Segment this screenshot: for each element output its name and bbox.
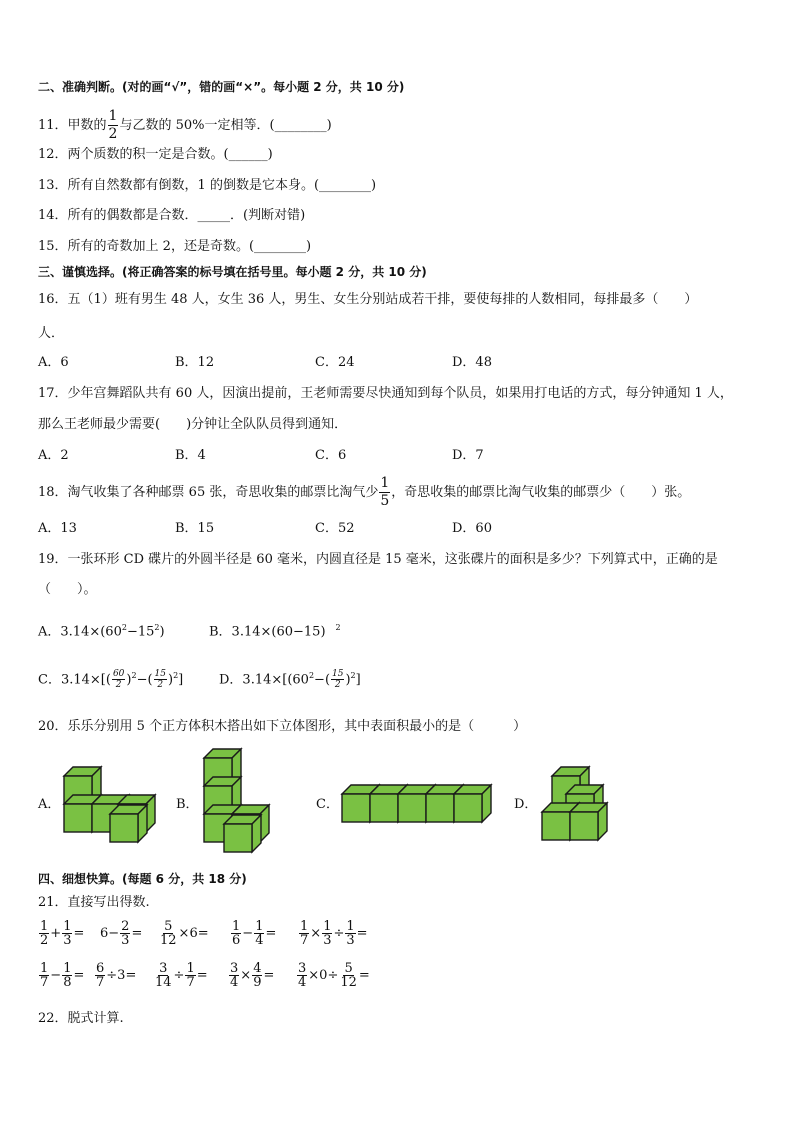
q17-option-d: D．7 (452, 448, 484, 463)
q16-option-a: A．6 (38, 355, 69, 370)
question-17-line2: 那么王老师最少需要( )分钟让全队队员得到通知． (38, 417, 348, 432)
q19-option-c (38, 667, 183, 690)
frac-den: 6 (232, 933, 241, 948)
q18-fraction (379, 475, 390, 510)
equals: = (196, 968, 208, 983)
q20-label-c: C． (316, 797, 339, 812)
frac-den: 4 (298, 975, 307, 990)
frac-num: 1 (40, 961, 49, 976)
question-16-line1: 16．五（1）班有男生 48 人，女生 36 人，男生、女生分别站成若干排，要使每排的人数相同，每排最多（ ） (38, 292, 698, 307)
q16-option-d: D．48 (452, 355, 492, 370)
q19-c-frac1 (112, 669, 125, 690)
q17-option-c: C．6 (315, 448, 347, 463)
q19-b-exp: 2 (335, 623, 341, 632)
section-2-heading: 二、准确判断。(对的画“√”，错的画“×”。每小题 2 分，共 10 分) (38, 80, 405, 94)
q19-d-frac (331, 669, 344, 690)
q19-option-d (219, 667, 361, 690)
q17-option-a: A．2 (38, 448, 69, 463)
frac-den: 3 (63, 933, 72, 948)
frac-num: 4 (253, 961, 262, 976)
cube (570, 803, 607, 840)
q19-c-f1d: 2 (115, 680, 122, 691)
question-19-line2: （ ）。 (38, 582, 97, 597)
frac-num: 1 (40, 919, 49, 934)
q19-d-text: D．3.14×[(60 (219, 672, 309, 688)
q20-label-b: B． (176, 797, 199, 812)
q21-r2-a (38, 962, 84, 989)
operator: ÷ (173, 968, 185, 983)
frac-num: 1 (346, 919, 355, 934)
equals: = (358, 968, 370, 983)
frac-den: 8 (63, 975, 72, 990)
frac-num: 1 (63, 919, 72, 934)
q19-option-b (209, 619, 341, 641)
q16-option-c: C．24 (315, 355, 355, 370)
equals: = (356, 926, 368, 941)
question-13: 13．所有自然数都有倒数，1 的倒数是它本身。(________) (38, 178, 377, 193)
frac-den: 4 (255, 933, 264, 948)
section-4-heading: 四、细想快算。(每题 6 分，共 18 分) (38, 872, 247, 886)
q19-b-text: B．3.14×(60−15) (209, 624, 326, 640)
equals: = (73, 968, 85, 983)
q19-c-frac2 (154, 669, 167, 690)
frac-den: 9 (253, 975, 262, 990)
frac-den: 12 (340, 975, 357, 990)
q20-figure-b (198, 746, 278, 864)
cube (454, 785, 491, 822)
q19-d-exp1: 2 (308, 671, 315, 680)
question-11 (38, 108, 332, 143)
frac-den: 3 (346, 933, 355, 948)
frac-den: 4 (230, 975, 239, 990)
q19-c-f2n: 15 (154, 669, 166, 680)
question-16-line2: 人． (38, 326, 65, 341)
equals: = (265, 926, 277, 941)
cube (110, 805, 147, 842)
q20-label-d: D． (514, 797, 538, 812)
q11-text-pre: 11．甲数的 (38, 118, 107, 133)
frac-num: 5 (344, 961, 353, 976)
question-18 (38, 475, 690, 510)
q11-text-post: 与乙数的 50%一定相等．(________) (119, 118, 332, 133)
q21-r1-b (100, 920, 142, 947)
frac-num: 1 (323, 919, 332, 934)
q19-option-a (38, 619, 165, 641)
question-22: 22．脱式计算. (38, 1011, 124, 1026)
operator: × (240, 968, 252, 983)
frac-num: 1 (63, 961, 72, 976)
equals: = (131, 926, 143, 941)
q18-option-a: A．13 (38, 521, 77, 536)
frac-den: 2 (40, 933, 49, 948)
question-14: 14．所有的偶数都是合数．_____．(判断对错) (38, 208, 306, 223)
operator: ×6= (178, 926, 209, 941)
frac-num: 3 (230, 961, 239, 976)
q19-a-text: A．3.14×(60 (38, 624, 122, 640)
q21-r1-e (298, 920, 368, 947)
frac-num: 3 (159, 961, 168, 976)
operator: ÷3= (106, 968, 137, 983)
frac-num: 6 (96, 961, 105, 976)
q18-text-post: ，奇思收集的邮票比淘气收集的邮票少（ ）张。 (391, 485, 691, 500)
frac-den: 7 (300, 933, 309, 948)
q18-text-pre: 18．淘气收集了各种邮票 65 张，奇思收集的邮票比淘气少 (38, 485, 379, 500)
operator: ×0÷ (308, 968, 339, 983)
frac-num: 1 (255, 919, 264, 934)
equals: = (263, 968, 275, 983)
question-21-title: 21．直接写出得数. (38, 895, 150, 910)
frac-den: 7 (96, 975, 105, 990)
q19-c-f1n: 60 (112, 669, 125, 680)
q19-a-exp1: 2 (121, 623, 127, 632)
q19-d-text2: −( (314, 672, 331, 688)
q20-figure-a (60, 762, 165, 844)
q18-frac-den: 5 (380, 493, 390, 509)
question-20: 20．乐乐分别用 5 个正方体积木搭出如下立体图形，其中表面积最小的是（ ） (38, 719, 527, 734)
q19-c-text2: ) (126, 672, 132, 688)
operator: ÷ (333, 926, 345, 941)
q21-r2-c (153, 962, 208, 989)
section-3-heading: 三、谨慎选择。(将正确答案的标号填在括号里。每小题 2 分，共 10 分) (38, 265, 427, 279)
q20-label-a: A． (38, 797, 61, 812)
q21-r1-d (230, 920, 276, 947)
q19-a-exp2: 2 (154, 623, 160, 632)
q18-option-d: D．60 (452, 521, 492, 536)
q17-option-b: B．4 (175, 448, 206, 463)
frac-num: 1 (232, 919, 241, 934)
q19-c-text4: ) (167, 672, 174, 688)
q19-c-text: C．3.14×[( (38, 672, 111, 688)
q19-d-text4: ] (355, 672, 361, 688)
q21-r2-d (228, 962, 274, 989)
frac-den: 3 (121, 933, 130, 948)
frac-num: 1 (300, 919, 309, 934)
frac-num: 3 (298, 961, 307, 976)
cube (224, 815, 261, 852)
q20-figure-c (338, 782, 498, 827)
q19-c-exp2: 2 (173, 671, 179, 680)
q21-r2-b (94, 962, 136, 989)
q19-d-fn: 15 (332, 669, 344, 680)
frac-den: 7 (186, 975, 195, 990)
operator: × (310, 926, 322, 941)
question-19-line1: 19．一张环形 CD 碟片的外圆半径是 60 毫米，内圆直径是 15 毫米，这张碟片的面积是多少？下列算式中，正确的是 (38, 552, 718, 567)
frac-den: 12 (160, 933, 177, 948)
q19-a-text2: −15 (126, 624, 155, 640)
q19-c-exp1: 2 (131, 671, 137, 680)
question-12: 12．两个质数的积一定是合数。(______) (38, 147, 273, 162)
operator: − (242, 926, 254, 941)
frac-num: 5 (164, 919, 173, 934)
frac-num: 1 (186, 961, 195, 976)
question-17-line1: 17．少年宫舞蹈队共有 60 人，因演出提前，王老师需要尽快通知到每个队员，如果用打电话的方式，每分钟通知 1 人， (38, 386, 733, 401)
operator: + (50, 926, 62, 941)
q20-figure-d (538, 764, 618, 844)
q19-d-fd: 2 (334, 680, 341, 691)
frac-den: 7 (40, 975, 49, 990)
q11-frac-num: 1 (108, 108, 118, 124)
equals: = (73, 926, 85, 941)
q19-d-text3: ) (345, 672, 351, 688)
q18-frac-num: 1 (380, 475, 390, 491)
question-15: 15．所有的奇数加上 2，还是奇数。(________) (38, 239, 312, 254)
q19-c-text3: −( (136, 672, 153, 688)
operand: 6− (100, 926, 120, 941)
q18-option-b: B．15 (175, 521, 215, 536)
q18-option-c: C．52 (315, 521, 355, 536)
frac-den: 3 (323, 933, 332, 948)
q11-fraction (108, 108, 119, 143)
frac-den: 14 (155, 975, 172, 990)
q21-r1-a (38, 920, 84, 947)
q11-frac-den: 2 (108, 126, 118, 142)
q19-a-text3: ) (159, 624, 165, 640)
q16-option-b: B．12 (175, 355, 215, 370)
q21-r2-e (296, 962, 370, 989)
operator: − (50, 968, 62, 983)
q19-c-text5: ] (178, 672, 184, 688)
frac-num: 2 (121, 919, 130, 934)
q19-c-f2d: 2 (157, 680, 164, 691)
q19-d-exp2: 2 (350, 671, 356, 680)
q21-r1-c (158, 920, 209, 947)
